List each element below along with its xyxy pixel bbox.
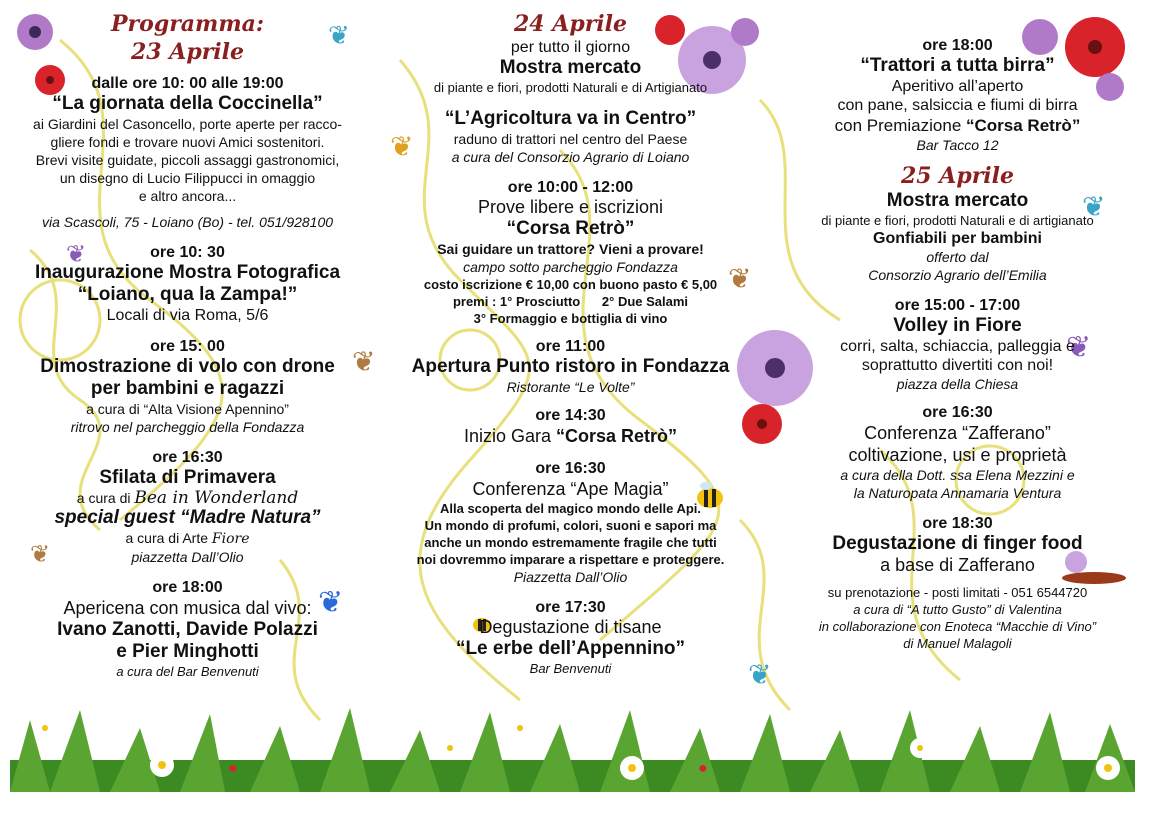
event-prizes: premi : 1° Prosciutto 2° Due Salami [452, 294, 689, 309]
butterfly-icon: ❦ [328, 20, 350, 50]
butterfly-icon: ❦ [1082, 191, 1106, 222]
programme-heading: Programma: [111, 11, 264, 37]
butterfly-icon: ❦ [30, 541, 51, 568]
event-by: di Manuel Malagoli [903, 636, 1012, 651]
event-time: dalle ore 10: 00 alle 19:00 [91, 75, 284, 92]
column-25-april [775, 10, 1140, 652]
event-title: Mostra mercato [886, 190, 1029, 211]
event-desc: con pane, salsiccia e fiumi di birra [837, 97, 1078, 114]
event-title-prefix: Inizio Gara [463, 426, 551, 446]
event-time: ore 18:00 [152, 579, 223, 596]
event-desc [775, 115, 1140, 136]
event-time: ore 15: 00 [150, 338, 225, 355]
event-title: Degustazione di finger food [832, 533, 1083, 554]
event-guest: special guest “Madre Natura” [54, 507, 321, 528]
event-names: Ivano Zanotti, Davide Polazzi [57, 619, 318, 640]
event-place: Locali di via Roma, 5/6 [106, 307, 269, 324]
butterfly-icon: ❦ [318, 586, 344, 619]
event-by: in collaborazione con Enoteca “Macchie di Vino” [818, 619, 1097, 634]
event-desc: Un mondo di profumi, colori, suoni e sapori ma [424, 518, 717, 533]
event-ask: Sai guidare un trattore? Vieni a provare! [437, 241, 704, 257]
event-by: offerto dal [926, 249, 989, 265]
event-cost: costo iscrizione € 10,00 con buono pasto € 5,00 [423, 277, 718, 292]
event-place: ritrovo nel parcheggio della Fondazza [70, 419, 305, 435]
event-by [10, 489, 365, 507]
event-title: “Corsa Retrò” [506, 218, 635, 239]
event-place: Bar Tacco 12 [916, 137, 999, 153]
event-desc: Brevi visite guidate, piccoli assaggi gastronomici, [35, 152, 340, 168]
event-by: Consorzio Agrario dell’Emilia [868, 267, 1047, 283]
event-desc: raduno di trattori nel centro del Paese [453, 131, 688, 147]
event-title: Conferenza “Ape Magia” [472, 479, 669, 499]
butterfly-icon: ❦ [728, 263, 752, 294]
event-title: Prove libere e iscrizioni [477, 197, 664, 217]
event-title: “Trattori a tutta birra” [860, 55, 1055, 76]
event-desc: ai Giardini del Casoncello, porte aperte per racco- [33, 116, 342, 132]
event-place: Piazzetta Dall’Olio [513, 569, 628, 585]
column-24-april [398, 10, 743, 677]
event-by: a cura della Dott. ssa Elena Mezzini e [840, 467, 1075, 483]
event-by: a cura di “Alta Visione Apennino” [86, 401, 289, 417]
event-desc: e altro ancora... [138, 188, 237, 204]
event-desc: soprattutto divertiti con noi! [861, 357, 1054, 374]
event-desc: gliere fondi e trovare nuovi Amici sostenitori. [50, 134, 325, 150]
event-when: per tutto il giorno [510, 39, 631, 56]
event-place: piazzetta Dall’Olio [131, 549, 244, 565]
event-title: “La giornata della Coccinella” [52, 93, 323, 114]
event-time: ore 10: 30 [150, 244, 225, 261]
event-by: a cura del Consorzio Agrario di Loiano [451, 149, 690, 165]
event-desc-prefix: con Premiazione [834, 116, 962, 135]
event-prizes: 3° Formaggio e bottiglia di vino [473, 311, 668, 326]
event-desc: noi dovremmo imparare a rispettare e proteggere. [416, 552, 725, 567]
event-place: Ristorante “Le Volte” [506, 379, 635, 395]
column-23-april [10, 10, 365, 680]
event-title: “Le erbe dell’Appennino” [455, 638, 686, 659]
event-title: Apericena con musica dal vivo: [63, 598, 312, 618]
event-title: Degustazione di tisane [479, 617, 662, 637]
event-desc: di piante e fiori, prodotti Naturali e di artigianato [821, 213, 1094, 228]
event-by-prefix: a cura di [76, 490, 131, 506]
date-heading: 25 Aprile [900, 163, 1015, 189]
event-desc: Aperitivo all’aperto [891, 78, 1024, 95]
event-desc: corri, salta, schiaccia, palleggia e [840, 338, 1075, 355]
event-title: Apertura Punto ristoro in Fondazza [411, 356, 730, 377]
butterfly-icon: ❦ [66, 241, 87, 268]
event-time: ore 18:00 [922, 37, 993, 54]
event-time: ore 16:30 [535, 460, 606, 477]
event-by: la Naturopata Annamaria Ventura [853, 485, 1062, 501]
event-by-prefix: a cura di Arte [125, 530, 208, 546]
event-by-script: Bea in Wonderland [134, 488, 299, 508]
event-title: Dimostrazione di volo con drone [40, 356, 335, 377]
event-time: ore 17:30 [535, 599, 606, 616]
date-heading: 24 Aprile [513, 11, 628, 37]
event-title: “L’Agricoltura va in Centro” [444, 108, 697, 129]
event-time: ore 18:30 [922, 515, 993, 532]
event-time: ore 11:00 [535, 338, 606, 355]
event-time: ore 16:30 [922, 404, 993, 421]
event-desc-bold: “Corsa Retrò” [966, 116, 1081, 135]
event-title: Gonfiabili per bambini [873, 230, 1042, 247]
event-time: ore 14:30 [535, 407, 606, 424]
grass-decoration [10, 700, 1135, 792]
event-place: campo sotto parcheggio Fondazza [463, 259, 678, 275]
event-title-bold: “Corsa Retrò” [556, 426, 678, 446]
event-title: a base di Zafferano [880, 555, 1035, 575]
event-by [10, 529, 365, 548]
event-title [398, 425, 743, 447]
event-time: ore 16:30 [152, 449, 223, 466]
ladybug-icon: ● [228, 760, 238, 777]
event-by: a cura del Bar Benvenuti [116, 664, 259, 679]
event-booking: su prenotazione - posti limitati - 051 6544720 [827, 585, 1088, 600]
butterfly-icon: ❦ [352, 346, 376, 377]
event-time: ore 10:00 - 12:00 [507, 179, 634, 196]
date-heading: 23 Aprile [130, 39, 245, 65]
event-title: Conferenza “Zafferano” [864, 423, 1051, 443]
event-place: piazza della Chiesa [896, 376, 1019, 392]
event-title: Inaugurazione Mostra Fotografica [34, 262, 341, 283]
butterfly-icon: ❦ [748, 659, 772, 690]
event-desc: un disegno di Lucio Filippucci in omaggio [59, 170, 316, 186]
event-by-script: Fiore [211, 531, 250, 547]
event-title: “Loiano, qua la Zampa!” [77, 284, 298, 305]
event-title: coltivazione, usi e proprietà [848, 445, 1067, 465]
event-names: e Pier Minghotti [116, 641, 259, 662]
event-by: a cura di “A tutto Gusto” di Valentina [853, 602, 1062, 617]
event-title: per bambini e ragazzi [90, 378, 285, 399]
event-desc: Alla scoperta del magico mondo delle Api. [439, 501, 701, 516]
ladybug-icon: ● [698, 760, 708, 777]
event-title: Mostra mercato [499, 57, 642, 78]
event-address: via Scascoli, 75 - Loiano (Bo) - tel. 051/928100 [41, 214, 334, 230]
butterfly-icon: ❦ [390, 131, 414, 162]
event-title: Sfilata di Primavera [99, 467, 276, 488]
butterfly-icon: ❦ [1066, 331, 1092, 364]
event-time: ore 15:00 - 17:00 [894, 297, 1021, 314]
event-title: Volley in Fiore [893, 315, 1022, 336]
event-desc: di piante e fiori, prodotti Naturali e di Artigianato [433, 80, 708, 95]
event-desc: anche un mondo estremamente fragile che tutti [424, 535, 717, 550]
event-place: Bar Benvenuti [529, 661, 612, 676]
